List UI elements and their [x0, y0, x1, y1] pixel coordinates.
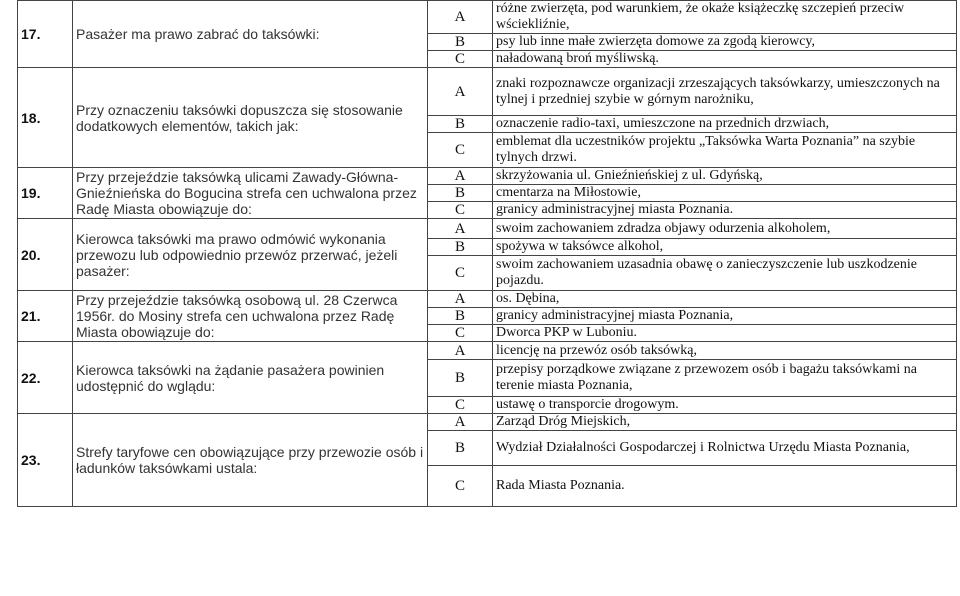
answer-letter: C: [428, 133, 493, 168]
answer-letter: A: [428, 1, 493, 34]
answer-option-text: Rada Miasta Poznania.: [493, 466, 957, 507]
answer-letter: B: [428, 239, 493, 256]
answer-letter: C: [428, 397, 493, 414]
question-row: [18, 414, 957, 431]
questions-table: [17, 0, 957, 507]
question-text: Pasażer ma prawo zabrać do taksówki:: [73, 1, 428, 68]
question-text: Strefy taryfowe cen obowiązujące przy przewozie osób i ładunków taksówkami ustala:: [73, 414, 428, 507]
answer-letter: C: [428, 256, 493, 291]
answer-option-text: różne zwierzęta, pod warunkiem, że okaże książeczkę szczepień przeciw wściekliźnie,: [493, 1, 957, 34]
answer-option-text: swoim zachowaniem uzasadnia obawę o zanieczyszczenie lub uszkodzenie pojazdu.: [493, 256, 957, 291]
question-number: 19.: [18, 168, 73, 219]
answer-letter: A: [428, 414, 493, 431]
answer-option-text: psy lub inne małe zwierzęta domowe za zgodą kierowcy,: [493, 34, 957, 51]
answer-letter: C: [428, 202, 493, 219]
answer-option-text: granicy administracyjnej miasta Poznania.: [493, 202, 957, 219]
answer-option-text: naładowaną broń myśliwską.: [493, 51, 957, 68]
answer-option-text: licencję na przewóz osób taksówką,: [493, 342, 957, 360]
answer-option-text: os. Dębina,: [493, 291, 957, 308]
answer-letter: C: [428, 325, 493, 342]
question-row: [18, 291, 957, 308]
answer-option-text: spożywa w taksówce alkohol,: [493, 239, 957, 256]
answer-option-text: Wydział Działalności Gospodarczej i Rolnictwa Urzędu Miasta Poznania,: [493, 431, 957, 466]
answer-option-text: skrzyżowania ul. Gnieźnieńskiej z ul. Gdyńską,: [493, 168, 957, 185]
answer-letter: C: [428, 466, 493, 507]
answer-letter: A: [428, 219, 493, 239]
question-text: Kierowca taksówki ma prawo odmówić wykonania przewozu lub odpowiednio przewóz przerwać, jeżeli pasażer:: [73, 219, 428, 291]
question-number: 18.: [18, 68, 73, 168]
question-text: Przy przejeździe taksówką osobową ul. 28 Czerwca 1956r. do Mosiny strefa cen uchwalona przez Radę Miasta obowiązuje do:: [73, 291, 428, 342]
answer-option-text: granicy administracyjnej miasta Poznania,: [493, 308, 957, 325]
answer-letter: B: [428, 116, 493, 133]
question-number: 21.: [18, 291, 73, 342]
answer-option-text: oznaczenie radio-taxi, umieszczone na przednich drzwiach,: [493, 116, 957, 133]
answer-letter: B: [428, 308, 493, 325]
answer-option-text: emblemat dla uczestników projektu „Taksówka Warta Poznania” na szybie tylnych drzwi.: [493, 133, 957, 168]
answer-letter: C: [428, 51, 493, 68]
question-text: Przy oznaczeniu taksówki dopuszcza się stosowanie dodatkowych elementów, takich jak:: [73, 68, 428, 168]
answer-letter: A: [428, 291, 493, 308]
question-row: [18, 1, 957, 34]
answer-letter: A: [428, 68, 493, 116]
question-number: 17.: [18, 1, 73, 68]
question-number: 23.: [18, 414, 73, 507]
answer-option-text: Zarząd Dróg Miejskich,: [493, 414, 957, 431]
answer-letter: B: [428, 431, 493, 466]
answer-option-text: swoim zachowaniem zdradza objawy odurzenia alkoholem,: [493, 219, 957, 239]
question-number: 22.: [18, 342, 73, 414]
question-row: [18, 219, 957, 239]
answer-option-text: znaki rozpoznawcze organizacji zrzeszających taksówkarzy, umieszczonych na tylnej i przedniej szybie w górnym narożniku,: [493, 68, 957, 116]
answer-letter: A: [428, 168, 493, 185]
question-row: [18, 342, 957, 360]
answer-option-text: ustawę o transporcie drogowym.: [493, 397, 957, 414]
question-text: Przy przejeździe taksówką ulicami Zawady-Główna-Gnieźnieńska do Bogucina strefa cen uchwalona przez Radę Miasta obowiązuje do:: [73, 168, 428, 219]
question-text: Kierowca taksówki na żądanie pasażera powinien udostępnić do wglądu:: [73, 342, 428, 414]
answer-letter: A: [428, 342, 493, 360]
question-row: [18, 168, 957, 185]
question-number: 20.: [18, 219, 73, 291]
answer-option-text: Dworca PKP w Luboniu.: [493, 325, 957, 342]
answer-letter: B: [428, 185, 493, 202]
answer-letter: B: [428, 34, 493, 51]
answer-option-text: cmentarza na Miłostowie,: [493, 185, 957, 202]
question-row: [18, 68, 957, 116]
answer-option-text: przepisy porządkowe związane z przewozem osób i bagażu taksówkami na terenie miasta Poznania,: [493, 360, 957, 397]
answer-letter: B: [428, 360, 493, 397]
